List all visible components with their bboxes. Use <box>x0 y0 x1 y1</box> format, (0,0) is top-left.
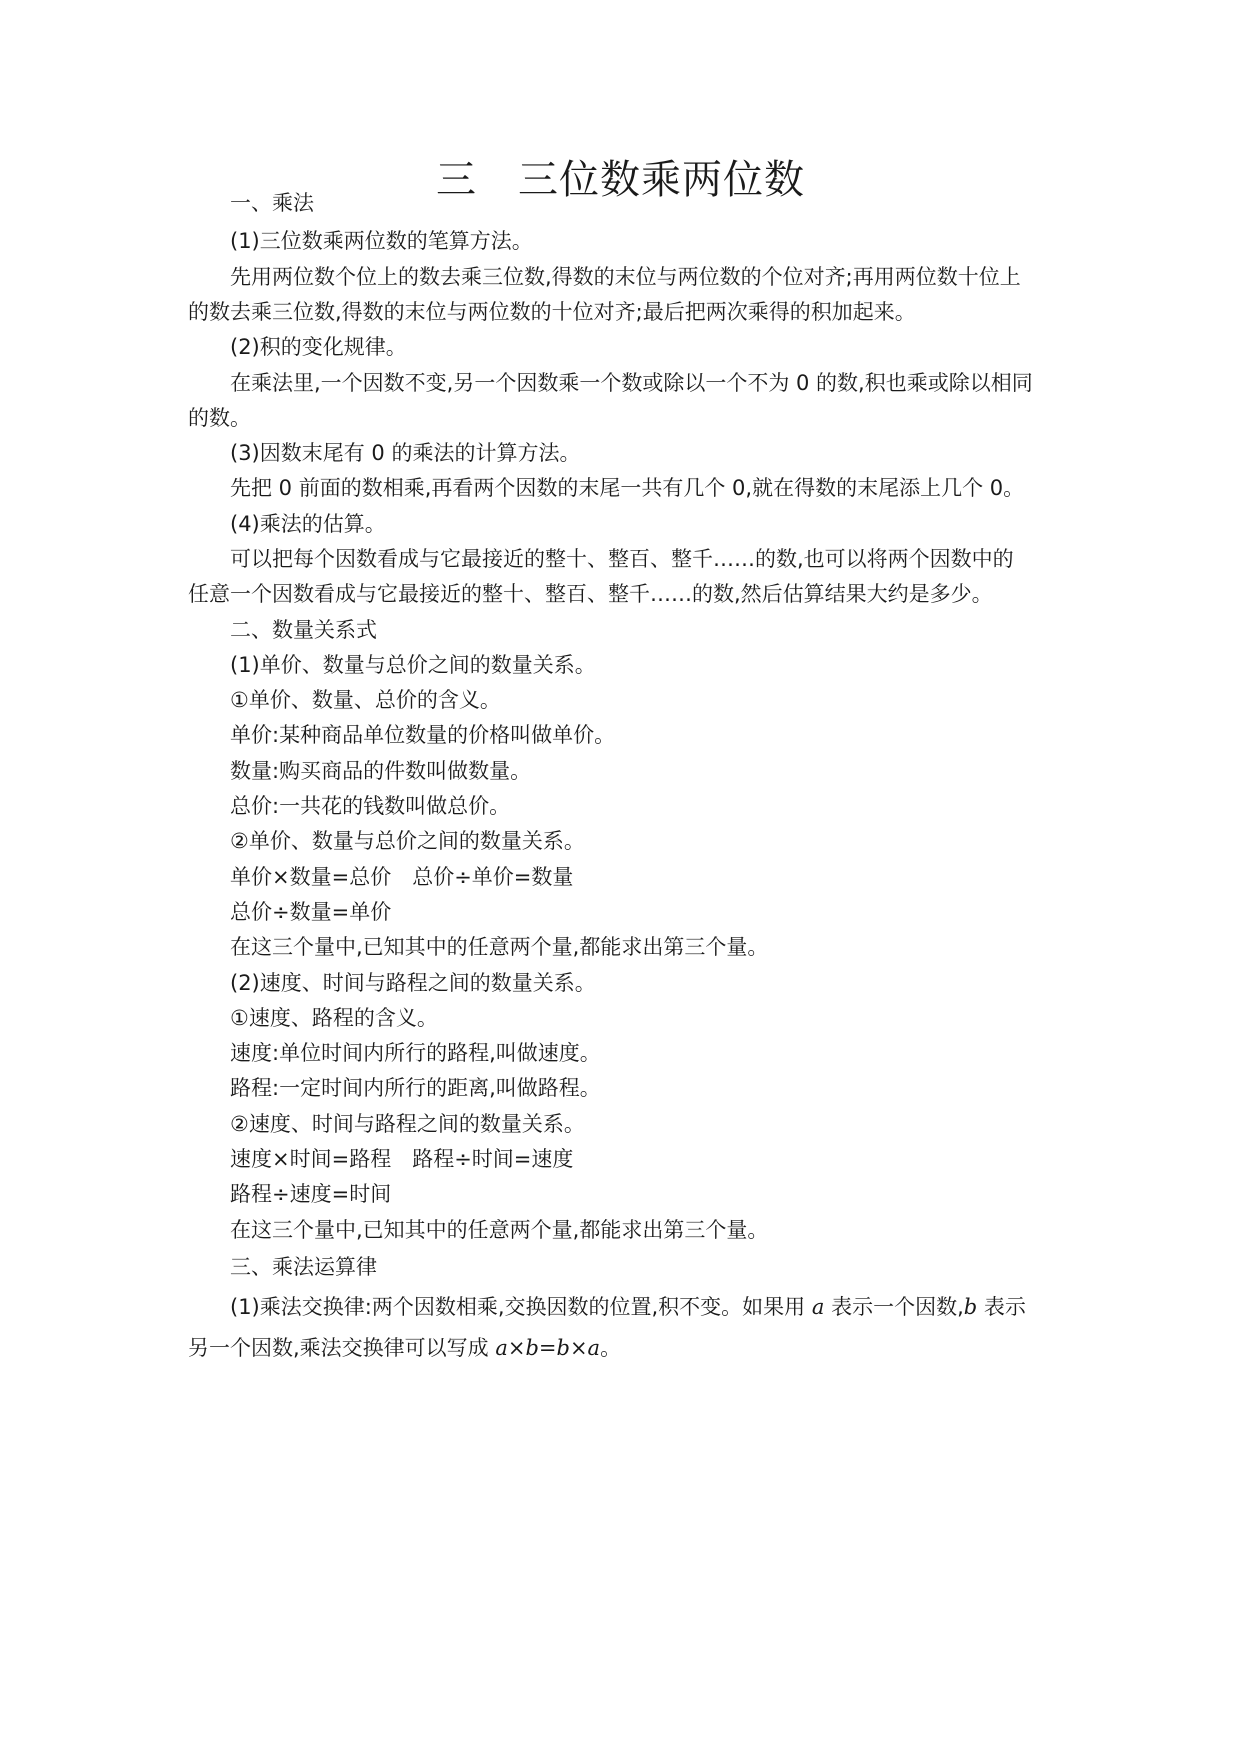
list-item: ①速度、路程的含义。 <box>230 1006 438 1030</box>
text-run: 。 <box>600 1336 622 1360</box>
paragraph-line: 的数。 <box>188 406 251 430</box>
list-item: ②速度、时间与路程之间的数量关系。 <box>230 1112 585 1136</box>
formula: a×b=b×a <box>495 1336 601 1360</box>
section-heading-multiplication: 一、乘法 <box>230 191 314 215</box>
definition-line: 路程:一定时间内所行的距离,叫做路程。 <box>230 1076 601 1100</box>
formula-line: 速度×时间=路程 路程÷时间=速度 <box>230 1147 574 1171</box>
subheading-estimation: (4)乘法的估算。 <box>230 512 386 536</box>
formula-line: 单价×数量=总价 总价÷单价=数量 <box>230 865 574 889</box>
paragraph-line: 先用两位数个位上的数去乘三位数,得数的末位与两位数的个位对齐;再用两位数十位上 <box>230 265 1021 289</box>
subheading-price-quantity: (1)单价、数量与总价之间的数量关系。 <box>230 653 596 677</box>
formula-line: 总价÷数量=单价 <box>230 900 392 924</box>
formula-line: 路程÷速度=时间 <box>230 1182 392 1206</box>
subheading-product-rule: (2)积的变化规律。 <box>230 335 407 359</box>
list-item: ②单价、数量与总价之间的数量关系。 <box>230 829 585 853</box>
variable-a: a <box>811 1295 825 1319</box>
subheading-written-method: (1)三位数乘两位数的笔算方法。 <box>230 229 533 253</box>
subheading-speed-time: (2)速度、时间与路程之间的数量关系。 <box>230 971 596 995</box>
definition-line: 数量:购买商品的件数叫做数量。 <box>230 759 532 783</box>
section-heading-multiplication-laws: 三、乘法运算律 <box>230 1255 377 1279</box>
text-run: 另一个因数,乘法交换律可以写成 <box>188 1336 496 1360</box>
text-run: 表示 <box>977 1295 1026 1319</box>
definition-line: 总价:一共花的钱数叫做总价。 <box>230 794 511 818</box>
paragraph-line: 可以把每个因数看成与它最接近的整十、整百、整千……的数,也可以将两个因数中的 <box>230 547 1014 571</box>
text-run: 表示一个因数, <box>824 1295 964 1319</box>
commutative-law-line <box>188 1333 1068 1363</box>
subheading-trailing-zero: (3)因数末尾有 0 的乘法的计算方法。 <box>230 441 581 465</box>
definition-line: 速度:单位时间内所行的路程,叫做速度。 <box>230 1041 601 1065</box>
paragraph-line: 在这三个量中,已知其中的任意两个量,都能求出第三个量。 <box>230 935 769 959</box>
commutative-law-line <box>230 1292 1068 1322</box>
paragraph-line: 先把 0 前面的数相乘,再看两个因数的末尾一共有几个 0,就在得数的末尾添上几个 0。 <box>230 476 1025 500</box>
text-run: (1)乘法交换律:两个因数相乘,交换因数的位置,积不变。如果用 <box>230 1295 812 1319</box>
list-item: ①单价、数量、总价的含义。 <box>230 688 501 712</box>
paragraph-line: 在乘法里,一个因数不变,另一个因数乘一个数或除以一个不为 0 的数,积也乘或除以相同 <box>230 371 1033 395</box>
variable-b: b <box>963 1295 978 1319</box>
paragraph-line: 的数去乘三位数,得数的末位与两位数的十位对齐;最后把两次乘得的积加起来。 <box>188 300 916 324</box>
paragraph-line: 任意一个因数看成与它最接近的整十、整百、整千……的数,然后估算结果大约是多少。 <box>188 582 993 606</box>
section-heading-quantity-relations: 二、数量关系式 <box>230 618 377 642</box>
page-title: 三 三位数乘两位数 <box>436 157 805 203</box>
paragraph-line: 在这三个量中,已知其中的任意两个量,都能求出第三个量。 <box>230 1218 769 1242</box>
definition-line: 单价:某种商品单位数量的价格叫做单价。 <box>230 723 616 747</box>
